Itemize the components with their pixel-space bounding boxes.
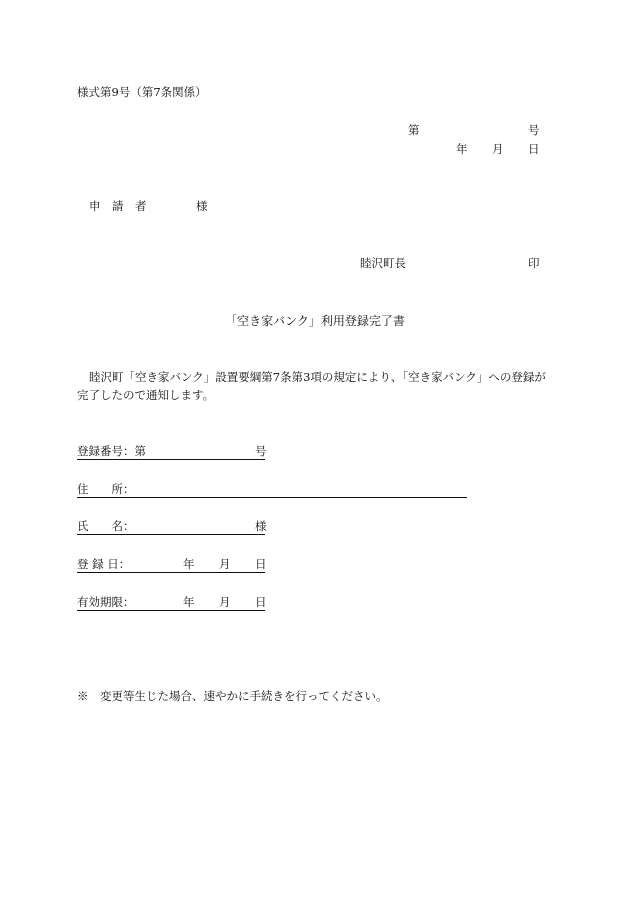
doc-number-prefix: 第 bbox=[408, 123, 420, 137]
registration-date-field bbox=[77, 557, 265, 573]
form-number: 様式第9号（第7条関係） bbox=[77, 85, 207, 99]
registration-number-field bbox=[77, 444, 265, 460]
address-label: 住 所： bbox=[77, 482, 135, 496]
body-line-2: 完了したので通知します。 bbox=[77, 388, 215, 402]
applicant-honorific: 様 bbox=[196, 199, 208, 213]
registration-number-suffix: 号 bbox=[255, 444, 267, 458]
address-field bbox=[77, 482, 467, 498]
document-title: 「空き家バンク」利用登録完了書 bbox=[225, 314, 405, 328]
expiry-year: 年 bbox=[183, 595, 195, 609]
expiry-day: 日 bbox=[255, 595, 267, 609]
issuer-seal: 印 bbox=[528, 256, 540, 270]
registration-date-day: 日 bbox=[255, 557, 267, 571]
note: ※ 変更等生じた場合、速やかに手続きを行ってください。 bbox=[77, 689, 388, 703]
date-month: 月 bbox=[492, 142, 504, 156]
applicant-label: 申 請 者 bbox=[89, 199, 147, 213]
registration-number-label: 登録番号：第 bbox=[77, 444, 146, 458]
body-line-1: 睦沢町「空き家バンク」設置要綱第7条第3項の規定により、「空き家バンク」への登録が bbox=[89, 370, 546, 384]
name-honorific: 様 bbox=[255, 519, 267, 533]
expiry-month: 月 bbox=[219, 595, 231, 609]
name-field bbox=[77, 519, 265, 535]
registration-date-year: 年 bbox=[183, 557, 195, 571]
expiry-field bbox=[77, 595, 265, 611]
name-label: 氏 名： bbox=[77, 519, 135, 533]
expiry-label: 有効期限： bbox=[77, 595, 135, 609]
doc-number-suffix: 号 bbox=[528, 123, 540, 137]
date-year: 年 bbox=[456, 142, 468, 156]
registration-date-month: 月 bbox=[219, 557, 231, 571]
registration-date-label: 登 録 日： bbox=[77, 557, 131, 571]
issuer-name: 睦沢町長 bbox=[360, 256, 406, 270]
date-day: 日 bbox=[528, 142, 540, 156]
